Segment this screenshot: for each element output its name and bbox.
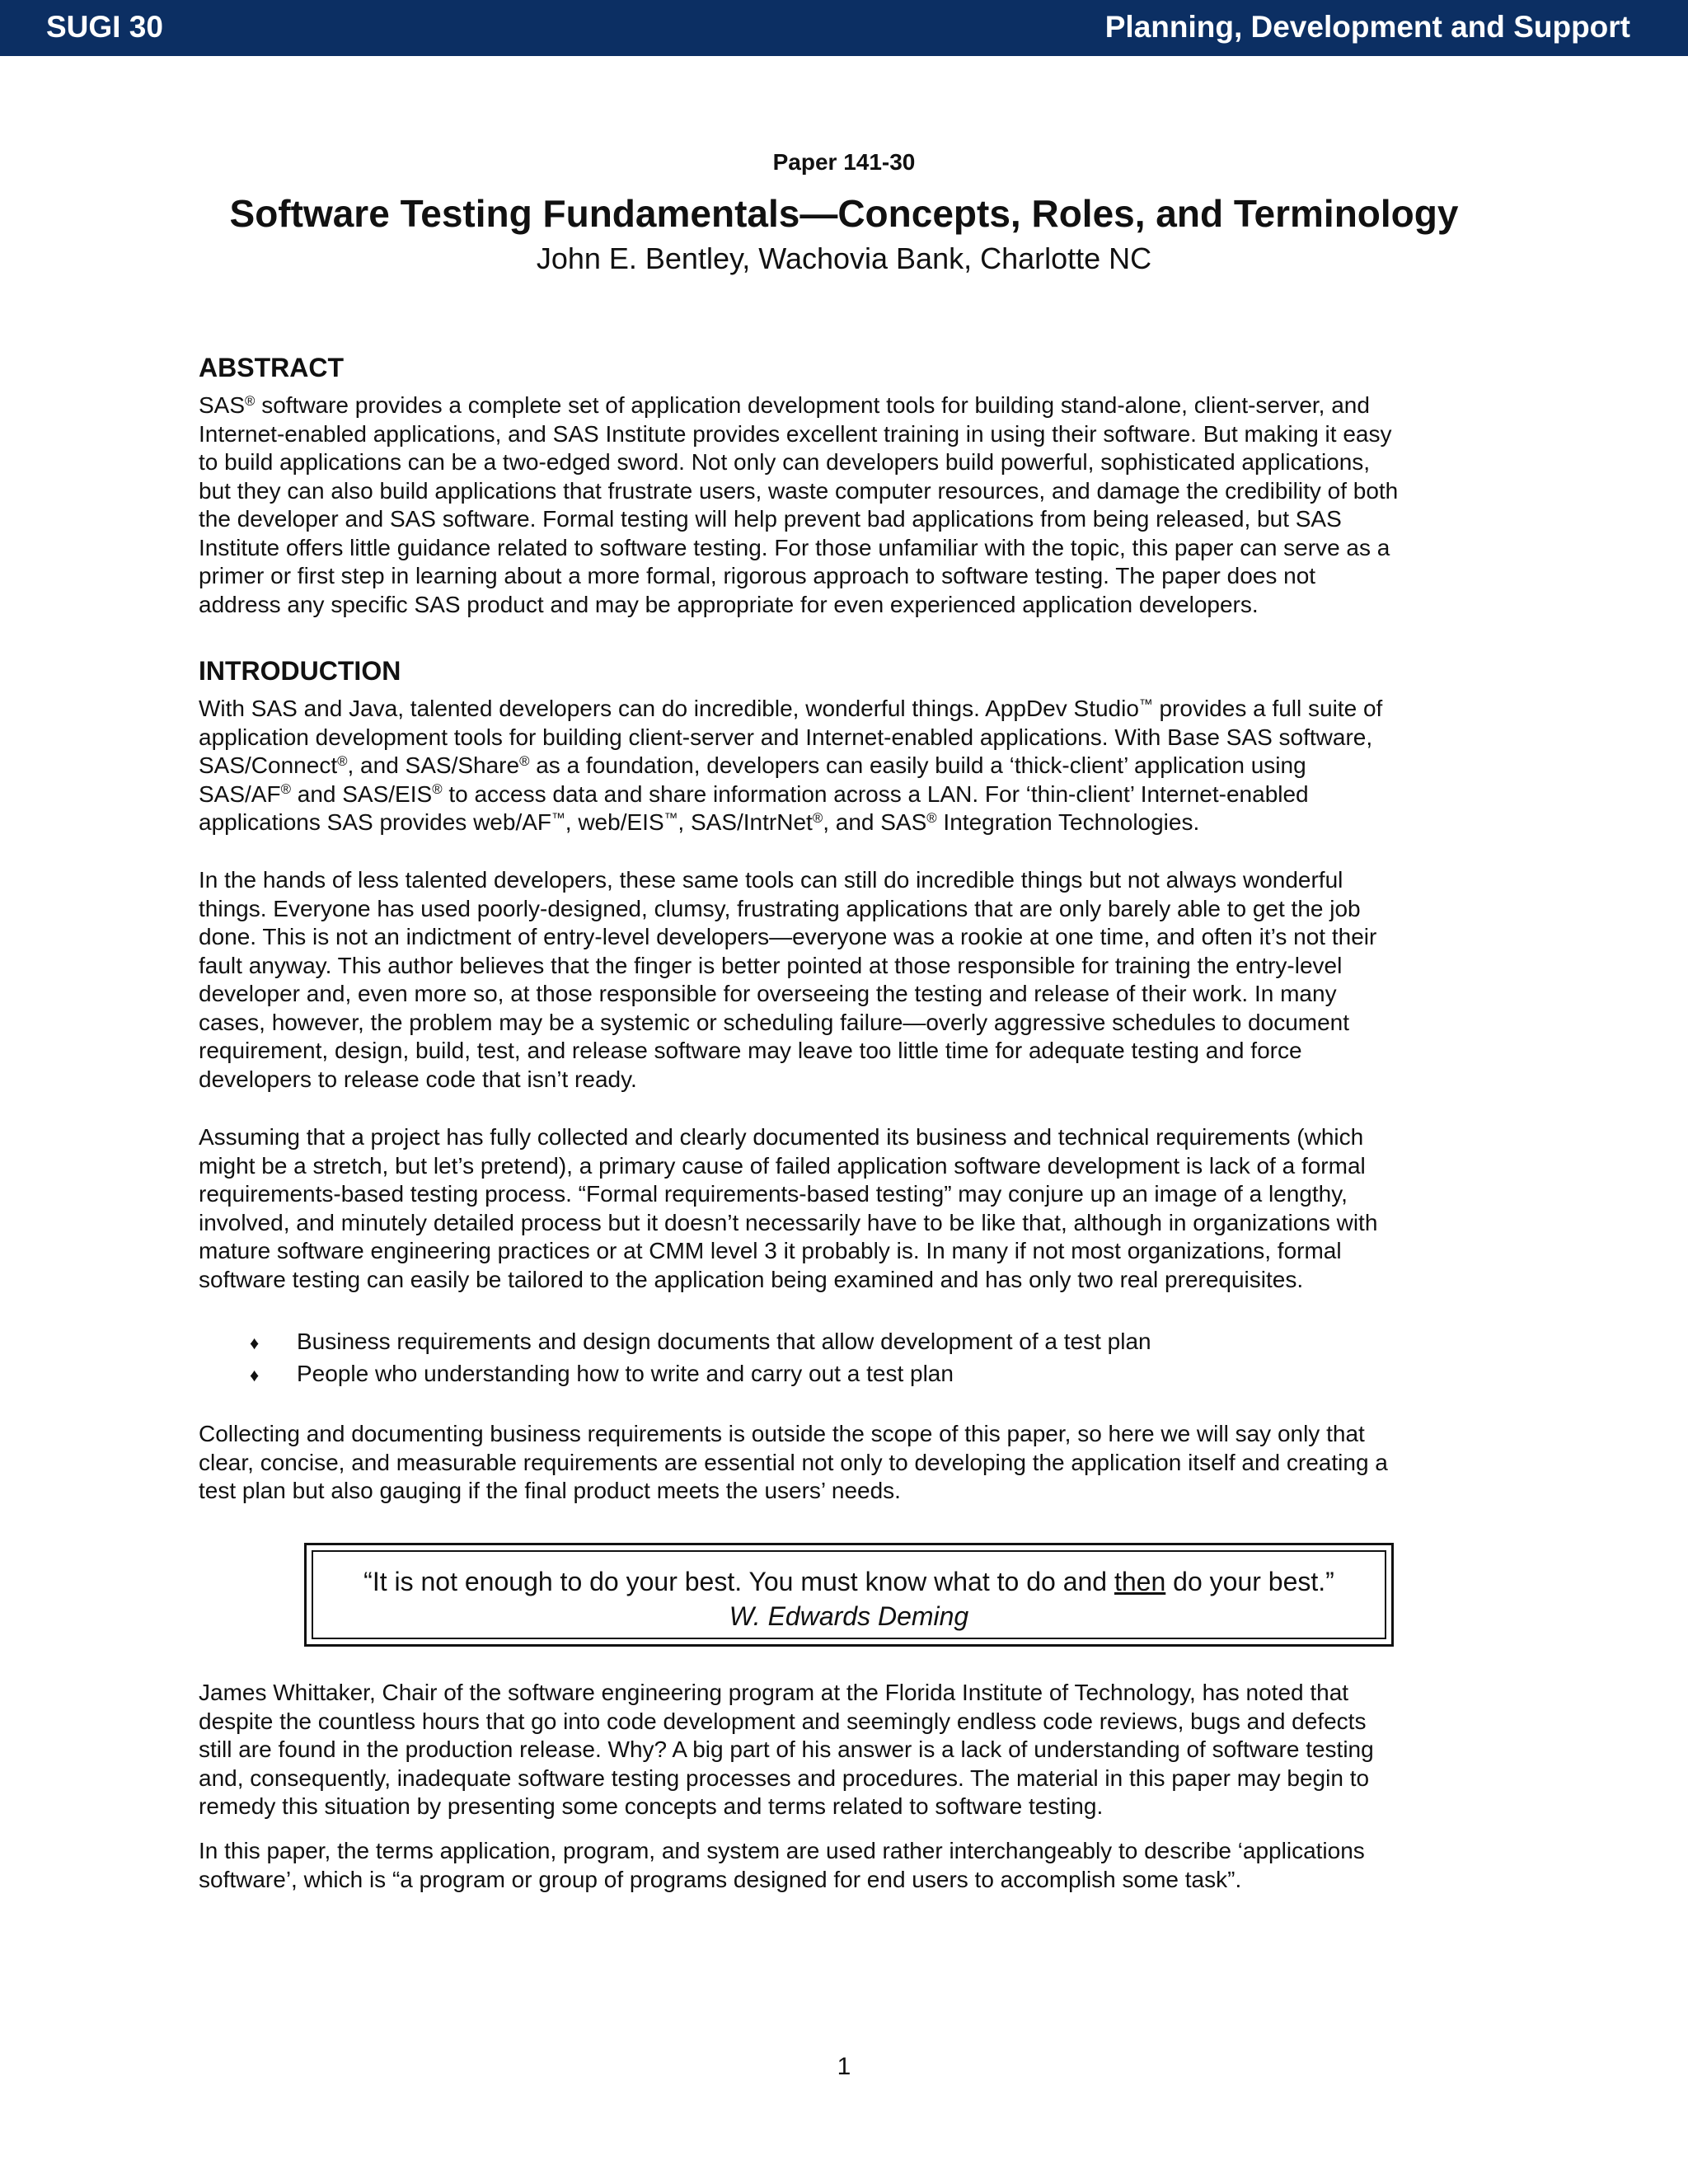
intro-line: software testing can easily be tailored to the application being examined and has only two real prerequisites. [199,1266,1304,1292]
intro-line: despite the countless hours that go into code development and seemingly endless code reviews, bugs and defects [199,1708,1367,1734]
quote-box [304,1543,1394,1647]
paper-number: Paper 141-30 [772,149,916,175]
intro-line: requirements-based testing process. “Formal requirements-based testing” may conjure up an image of a lengthy, [199,1181,1348,1207]
prerequisite-list [250,1326,1151,1390]
quote-inner-frame [312,1550,1386,1639]
intro-line: In this paper, the terms application, program, and system are used rather interchangeably to describe ‘applications [199,1838,1365,1863]
intro-paragraph-6 [199,1837,1489,1894]
intro-line: Assuming that a project has fully collected and clearly documented its business and technical requirements (which [199,1124,1364,1150]
intro-paragraph-3 [199,1123,1489,1294]
intro-line: With SAS and Java, talented developers can do incredible, wonderful things. AppDev Studio™ provides a full suite of [199,696,1383,721]
abstract-line: but they can also build applications that frustrate users, waste computer resources, and damage the credibility of both [199,477,1399,504]
paper-title: Software Testing Fundamentals—Concepts, Roles, and Terminology [229,192,1459,235]
header-bar [0,0,1688,56]
abstract-line: address any specific SAS product and may be appropriate for even experienced application developers. [199,591,1259,617]
quote-text: “It is not enough to do your best. You must know what to do and then do your best.” [363,1567,1334,1596]
page-number: 1 [837,2053,851,2080]
abstract-line: Internet-enabled applications, and SAS Institute provides excellent training in using their software. But making it easy [199,420,1392,447]
intro-line: James Whittaker, Chair of the software engineering program at the Florida Institute of Technology, has noted that [199,1680,1349,1705]
section-label: Planning, Development and Support [1104,10,1630,44]
intro-line: remedy this situation by presenting some concepts and terms related to software testing. [199,1793,1104,1819]
intro-line: software’, which is “a program or group of programs designed for end users to accomplish some task”. [199,1866,1242,1892]
list-item: ♦ People who understanding how to write and carry out a test plan [250,1358,1151,1390]
abstract-paragraph [199,391,1489,619]
intro-line: done. This is not an indictment of entry-level developers—everyone was a rookie at one time, and often it’s not their [199,924,1377,949]
intro-line: application development tools for building client-server and Internet-enabled applications. With Base SAS software, [199,724,1373,750]
quote-attribution: W. Edwards Deming [729,1601,969,1631]
intro-line: test plan but also gauging if the final product meets the users’ needs. [199,1478,901,1503]
abstract-line: primer or first step in learning about a more formal, rigorous approach to software testing. The paper does not [199,563,1316,588]
abstract-heading: ABSTRACT [199,353,344,382]
abstract-line: Institute offers little guidance related to software testing. For those unfamiliar with the topic, this paper can serve as a [199,534,1390,560]
introduction-heading: INTRODUCTION [199,656,401,686]
intro-line: still are found in the production release. Why? A big part of his answer is a lack of understanding of software testing [199,1736,1374,1762]
intro-line: and, consequently, inadequate software testing processes and procedures. The material in this paper may begin to [199,1765,1370,1791]
intro-line: cases, however, the problem may be a systemic or scheduling failure—overly aggressive schedules to document [199,1009,1350,1035]
intro-line: fault anyway. This author believes that the finger is better pointed at those responsible for training the entry-level [199,952,1343,978]
intro-line: clear, concise, and measurable requirements are essential not only to developing the application itself and creating a [199,1449,1388,1475]
list-item: ♦ Business requirements and design documents that allow development of a test plan [250,1326,1151,1358]
intro-line: In the hands of less talented developers, these same tools can still do incredible things but not always wonderful [199,867,1343,893]
intro-line: requirement, design, build, test, and release software may leave too little time for adequate testing and force [199,1038,1302,1063]
intro-paragraph-5 [199,1679,1489,1821]
intro-line: involved, and minutely detailed process but it doesn’t necessarily have to be like that, although in organizations with [199,1209,1378,1235]
intro-line: SAS/Connect®, and SAS/Share® as a foundation, developers can easily build a ‘thick-client’ application using [199,752,1306,778]
intro-paragraph-2 [199,866,1489,1094]
abstract-line: the developer and SAS software. Formal testing will help prevent bad applications from being released, but SAS [199,506,1342,532]
intro-line: Collecting and documenting business requirements is outside the scope of this paper, so here we will say only that [199,1421,1365,1446]
intro-line: mature software engineering practices or at CMM level 3 it probably is. In many if not most organizations, formal [199,1238,1342,1263]
abstract-line: to build applications can be a two-edged sword. Not only can developers build powerful, sophisticated applications, [199,449,1371,475]
paper-author: John E. Bentley, Wachovia Bank, Charlotte NC [536,241,1152,275]
intro-paragraph-4 [199,1420,1489,1506]
abstract-line: SAS® software provides a complete set of application development tools for building stand-alone, client-server, and [199,392,1370,418]
intro-line: developer and, even more so, at those responsible for overseeing the testing and release of their work. In many [199,981,1337,1006]
intro-paragraph-1 [199,695,1489,837]
intro-line: might be a stretch, but let’s pretend), a primary cause of failed application software development is lack of a formal [199,1152,1366,1179]
diamond-bullet-icon: ♦ [250,1333,260,1353]
conference-label: SUGI 30 [46,10,163,44]
intro-line: SAS/AF® and SAS/EIS® to access data and share information across a LAN. For ‘thin-client’ Internet-enabled [199,780,1309,807]
intro-line: developers to release code that isn’t ready. [199,1066,637,1092]
diamond-bullet-icon: ♦ [250,1365,260,1385]
intro-line: things. Everyone has used poorly-designed, clumsy, frustrating applications that are only barely able to get the job [199,895,1361,921]
intro-line: applications SAS provides web/AF™, web/EIS™, SAS/IntrNet®, and SAS® Integration Technologies. [199,809,1200,835]
